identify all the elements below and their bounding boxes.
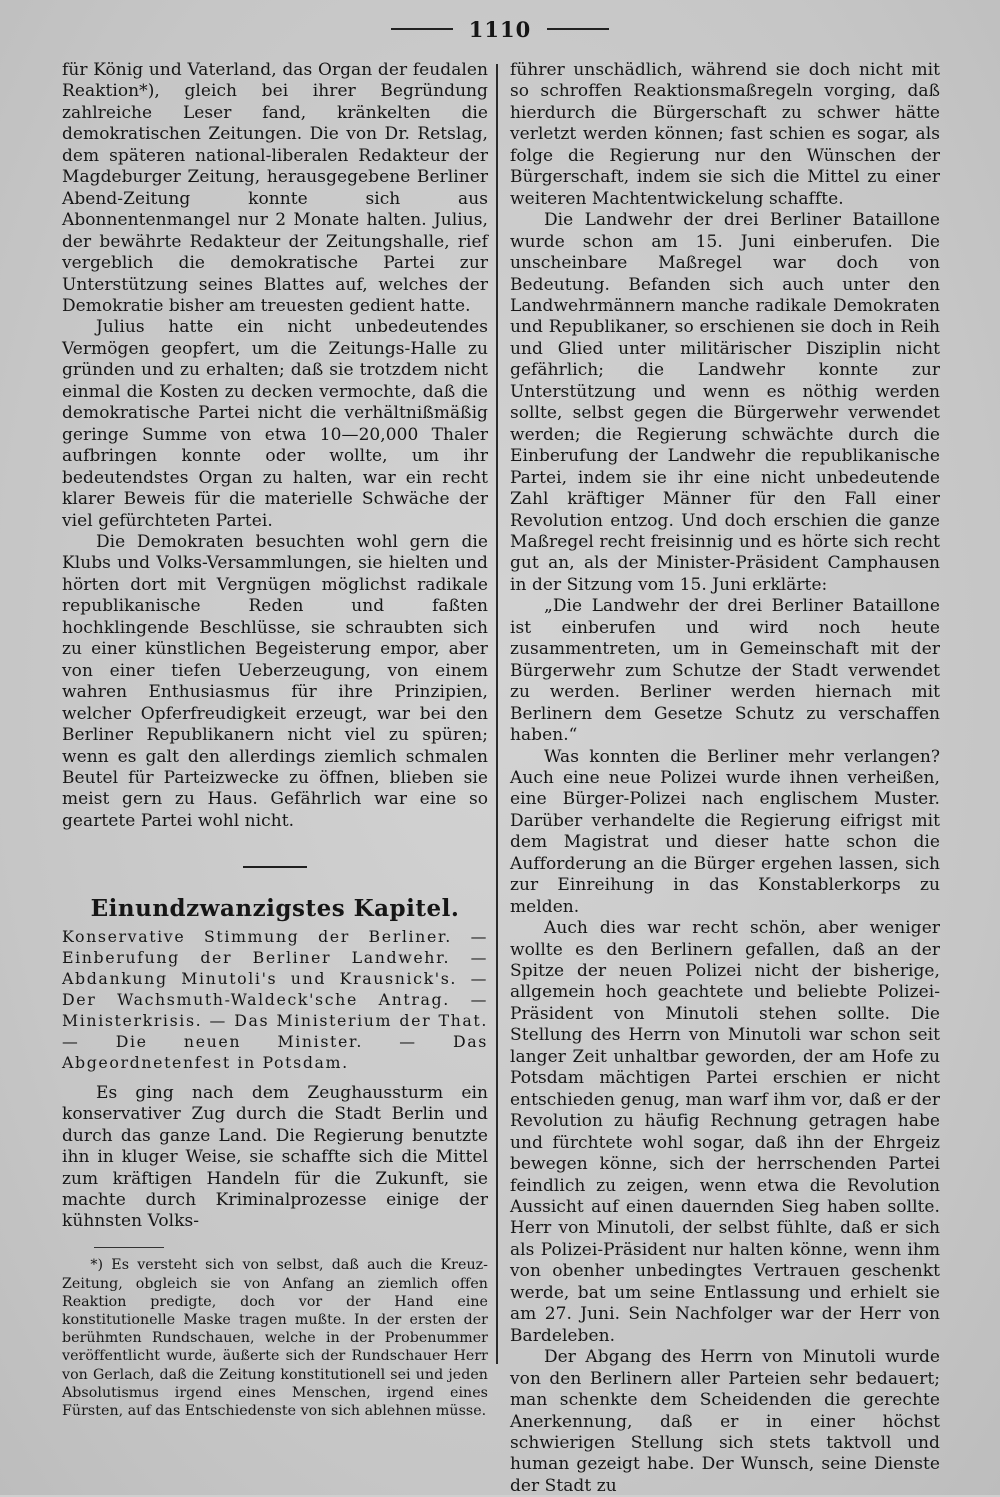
paragraph: Auch dies war recht schön, aber weniger wollte es den Berlinern gefallen, daß an der Spitze der neuen Polizei nicht der bisherige, allgemein hoch geachtete und beliebte Polizei-Präsident von Minutoli stehen sollte. Die Stellung des Herrn von Minutoli war schon seit langer Zeit unhaltbar geworden, der am Hofe zu Potsdam mächtigen Partei erschien er nicht entschieden genug, man warf ihm vor, daß er der Revolution zu häufig Rechnung getragen habe und fürchtete wohl sogar, daß ihn der Ehrgeiz bewegen könne, sich der herrschenden Partei feindlich zu zeigen, wenn etwa die Revolution Aussicht auf einen dauernden Sieg haben sollte. Herr von Minutoli, der selbst fühlte, daß er sich als Polizei-Präsident nur halten könne, wenn ihm von obenher unbedingtes Vertrauen geschenkt werde, bat um seine Entlassung und erhielt sie am 27. Juni. Sein Nachfolger war der Herr von Bardeleben. — [510, 918, 940, 1346]
quotation: „Die Landwehr der drei Berliner Bataillone ist einberufen und wird noch heute zusammentreten, um in Gemeinschaft mit der Bürgerwehr zum Schutze der Stadt verwendet zu werden. Berliner werden hiernach mit Berlinern dem Gesetze Schutz zu verschaffen haben.“ — [510, 596, 940, 746]
footnote-divider — [94, 1247, 164, 1249]
left-column — [62, 60, 488, 1420]
paragraph: Die Demokraten besuchten wohl gern die Klubs und Volks-Versammlungen, sie hielten und hörten dort mit Vergnügen möglichst radikale republikanische Reden und faßten hochklingende Beschlüsse, sie schraubten sich zu einer künstlichen Begeisterung empor, aber von einer tiefen Ueberzeugung, von einem wahren Enthusiasmus für ihre Prinzipien, welcher Opferfreudigkeit erzeugt, war bei den Berliner Republikanern nicht viel zu spüren; wenn es galt den allerdings ziemlich schmalen Beutel für Parteizwecke zu öffnen, blieben sie meist gern zu Haus. Gefährlich war eine so geartete Partei wohl nicht. — [62, 531, 488, 831]
chapter-title: Einundzwanzigstes Kapitel. — [90, 895, 460, 923]
header-rule-right — [547, 28, 609, 30]
paragraph: Die Landwehr der drei Berliner Bataillone wurde schon am 15. Juni einberufen. Die unscheinbare Maßregel war doch von Bedeutung. Befanden sich auch unter den Landwehrmännern manche radikale Demokraten und Republikaner, so erschienen sie doch in Reih und Glied unter militärischer Disziplin nicht gefährlich; die Landwehr konnte zur Unterstützung und wenn es nöthig werden sollte, selbst gegen die Bürgerwehr verwendet werden; die Regierung schwächte durch die Einberufung der Landwehr die republikanische Partei, indem sie ihr eine nicht unbedeutende Zahl kräftiger Männer für den Fall einer Revolution entzog. Und doch erschien die ganze Maßregel recht freisinnig und es hörte sich recht gut an, als der Minister-Präsident Camphausen in der Sitzung vom 15. Juni erklärte: — [510, 210, 940, 595]
footnote: *) Es versteht sich von selbst, daß auch die Kreuz-Zeitung, obgleich sie von Anfang an ziemlich offen Reaktion predigte, doch vor der Hand eine konstitutionelle Maske tragen mußte. In der ersten der berühmten Rundschauen, welche in der Probenummer veröffentlicht wurde, äußerte sich der Rundschauer Herr von Gerlach, daß die Zeitung konstitutionell sei und jeden Absolutismus irgend eines Menschen, irgend eines Fürsten, auf das Entschiedenste von sich ablehnen müsse. — [62, 1257, 488, 1420]
chapter-summary: Konservative Stimmung der Berliner. — Einberufung der Berliner Landwehr. — Abdankung Minutoli's und Krausnick's. — Der Wachsmuth-Waldeck'sche Antrag. — Ministerkrisis. — Das Ministerium der That. — Die neuen Minister. — Das Abgeordnetenfest in Potsdam. — [62, 926, 488, 1072]
column-divider — [496, 64, 498, 1364]
page-header — [0, 14, 1000, 44]
page-number: 1110 — [468, 16, 532, 42]
header-rule-left — [391, 28, 453, 30]
paragraph: Es ging nach dem Zeughaussturm ein konservativer Zug durch die Stadt Berlin und durch das ganze Land. Die Regierung benutzte ihn in kluger Weise, sie schaffte sich die Mittel zum kräftigen Handeln für die Zukunft, sie machte durch Kriminalprozesse einige der kühnsten Volks- — [62, 1082, 488, 1232]
right-column — [510, 60, 940, 1497]
paragraph: führer unschädlich, während sie doch nicht mit so schroffen Reaktionsmaßregeln vorging, daß hierdurch die Bürgerschaft zu schwer hätte verletzt werden können; fast schien es sogar, als folge die Regierung nur den Wünschen der Bürgerschaft, indem sie sich die Mittel zu einer weiteren Machtentwickelung schaffte. — [510, 60, 940, 209]
paragraph: Der Abgang des Herrn von Minutoli wurde von den Berlinern aller Parteien sehr bedauert; man schenkte dem Scheidenden die gerechte Anerkennung, daß er in einer höchst schwierigen Stellung sich stets taktvoll und human gezeigt habe. Der Wunsch, seine Dienste der Stadt zu — [510, 1347, 940, 1496]
chapter-divider — [243, 866, 307, 868]
paragraph: Was konnten die Berliner mehr verlangen? Auch eine neue Polizei wurde ihnen verheißen, eine Bürger-Polizei nach englischem Muster. Darüber verhandelte die Regierung eifrigst mit dem Magistrat und dieser hatte schon die Aufforderung an die Bürger ergehen lassen, sich zur Einreihung in das Konstablerkorps zu melden. — [510, 746, 940, 917]
paragraph: für König und Vaterland, das Organ der feudalen Reaktion*), gleich bei ihrer Begründung zahlreiche Leser fand, kränkelten die demokratischen Zeitungen. Die von Dr. Retslag, dem späteren national-liberalen Redakteur der Magdeburger Zeitung, herausgegebene Berliner Abend-Zeitung konnte sich aus Abonnentenmangel nur 2 Monate halten. Julius, der bewährte Redakteur der Zeitungshalle, rief vergeblich die demokratische Partei zur Unterstützung seines Blattes auf, welches der Demokratie bisher am treuesten gedient hatte. — [62, 60, 488, 316]
paragraph: Julius hatte ein nicht unbedeutendes Vermögen geopfert, um die Zeitungs-Halle zu gründen und zu erhalten; daß sie trotzdem nicht einmal die Kosten zu decken vermochte, daß die demokratische Partei nicht die verhältnißmäßig geringe Summe von etwa 10—20,000 Thaler aufbringen konnte oder wollte, um ihr bedeutendstes Organ zu halten, war ein recht klarer Beweis für die materielle Schwäche der viel gefürchteten Partei. — [62, 317, 488, 531]
